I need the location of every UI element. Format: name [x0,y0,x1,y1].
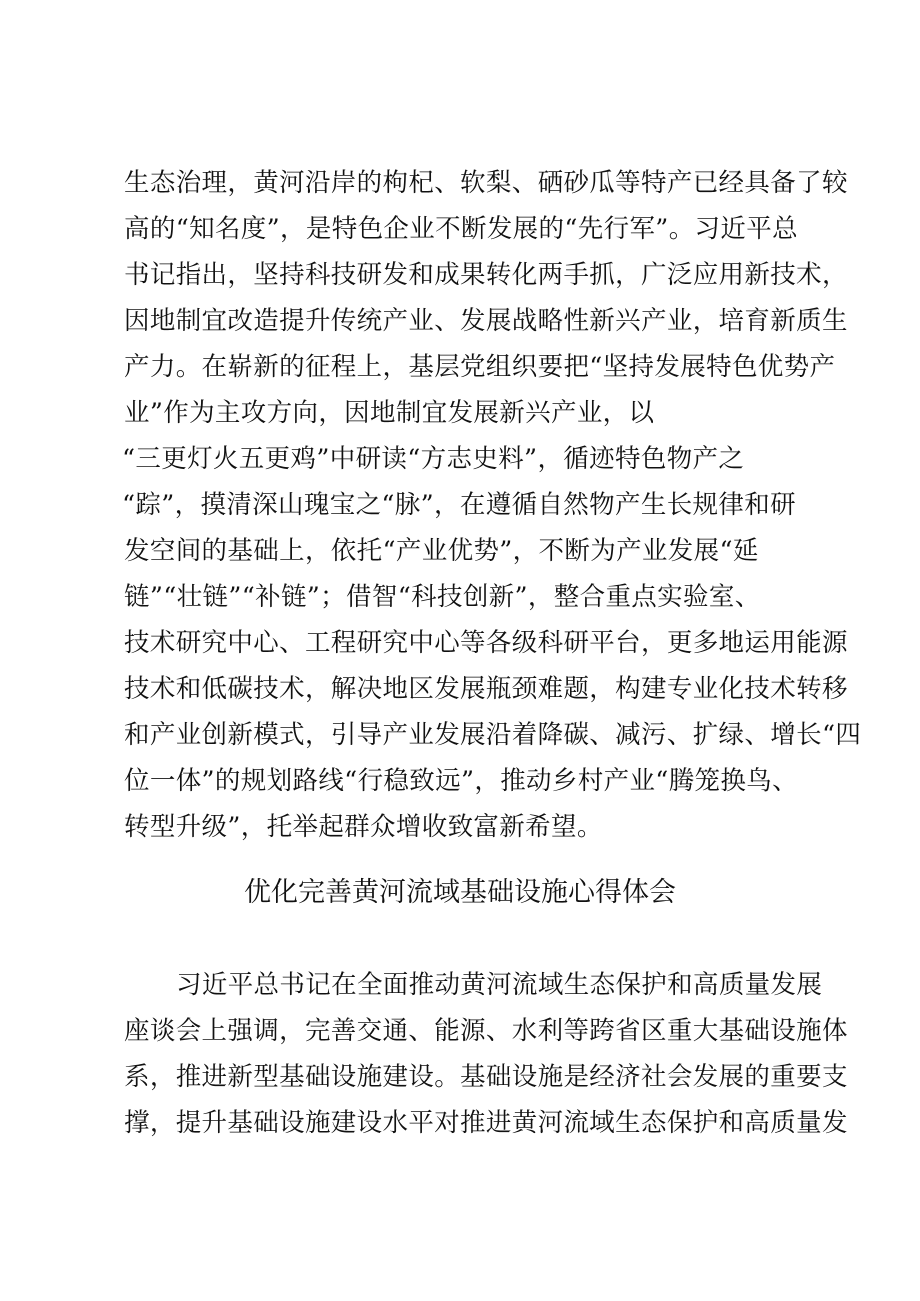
paragraph-line: “三更灯火五更鸡”中研读“方志史料”，循迹特色物产之 [122,444,745,474]
paragraph-line: 和产业创新模式，引导产业发展沿着降碳、减污、扩绿、增长“四 [124,720,862,750]
paragraph-line: 生态治理，黄河沿岸的枸杞、软梨、硒砂瓜等特产已经具备了较 [124,168,848,198]
paragraph-line: 因地制宜改造提升传统产业、发展战略性新兴产业，培育新质生 [124,306,848,336]
paragraph-line: 位一体”的规划路线“行稳致远”，推动乡村产业“腾笼换鸟、 [124,766,798,796]
paragraph-line: 链”“壮链”“补链”；借智“科技创新”，整合重点实验室、 [124,582,761,612]
paragraph-line: 习近平总书记在全面推动黄河流域生态保护和高质量发展 [176,970,823,1000]
paragraph-line: 技术和低碳技术，解决地区发展瓶颈难题，构建专业化技术转移 [124,674,848,704]
paragraph-line: 系，推进新型基础设施建设。基础设施是经济社会发展的重要支 [124,1062,848,1092]
paragraph-line: 座谈会上强调，完善交通、能源、水利等跨省区重大基础设施体 [124,1016,848,1046]
paragraph-line: 产力。在崭新的征程上，基层党组织要把“坚持发展特色优势产 [124,352,836,382]
paragraph-line: “踪”，摸清深山瑰宝之“脉”，在遵循自然物产生长规律和研 [122,490,796,520]
paragraph-line: 高的“知名度”，是特色企业不断发展的“先行军”。习近平总 [124,214,798,244]
section-title: 优化完善黄河流域基础设施心得体会 [244,877,676,908]
paragraph-line: 业”作为主攻方向，因地制宜发展新兴产业，以 [124,398,655,428]
paragraph-line: 发空间的基础上，依托“产业优势”，不断为产业发展“延 [124,536,759,566]
paragraph-line: 转型升级”，托举起群众增收致富新希望。 [124,812,603,842]
paragraph-line: 技术研究中心、工程研究中心等各级科研平台，更多地运用能源 [124,628,848,658]
paragraph-line: 书记指出，坚持科技研发和成果转化两手抓，广泛应用新技术， [124,260,848,290]
paragraph-line: 撑，提升基础设施建设水平对推进黄河流域生态保护和高质量发 [124,1108,848,1138]
